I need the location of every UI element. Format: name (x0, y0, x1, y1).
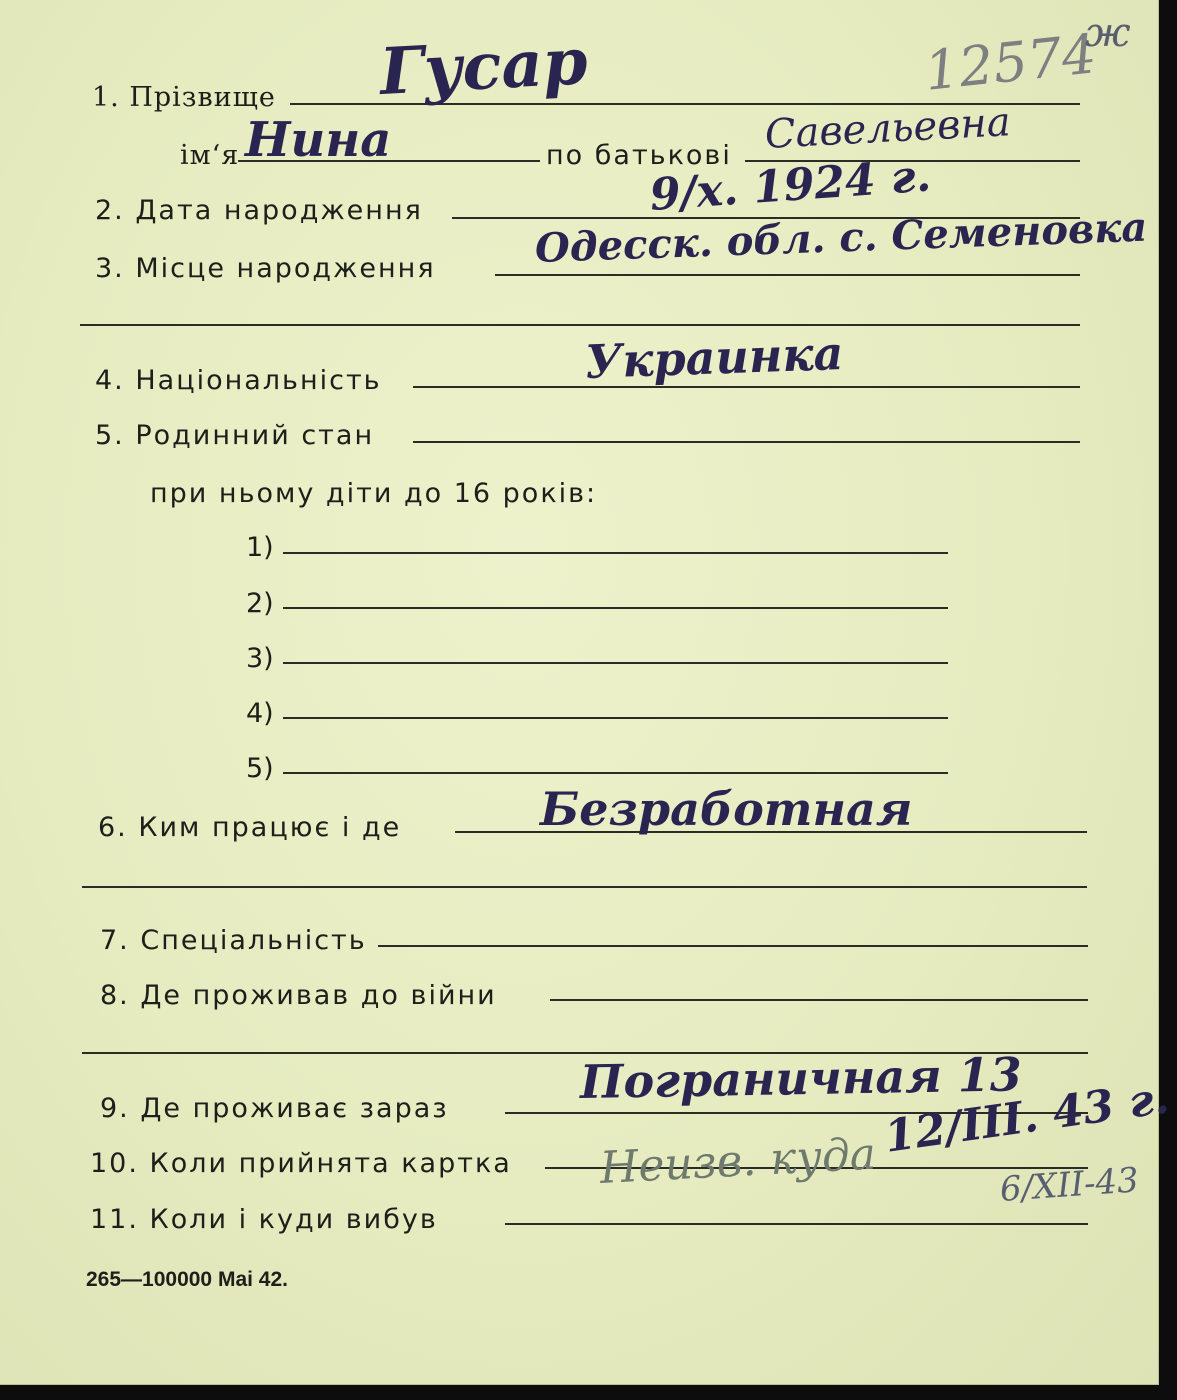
entry-birth-date: 9/x. 1924 г. (648, 150, 933, 221)
line-child-3 (283, 662, 948, 664)
label-prewar: 8. Де проживав до війни (100, 980, 497, 1011)
line-child-2 (283, 607, 948, 609)
line-occupation-2 (82, 886, 1087, 888)
entry-departed-date: 6/XII-43 (998, 1160, 1140, 1210)
record-number: 12574 (921, 22, 1100, 103)
label-child-5: 5) (246, 753, 274, 784)
label-marital: 5. Родинний стан (95, 420, 375, 451)
label-surname: 1. Прізвище (92, 82, 276, 113)
entry-occupation: Безработная (540, 782, 913, 836)
label-child-4: 4) (246, 698, 274, 729)
label-children: при ньому діти до 16 років: (150, 478, 598, 509)
label-child-3: 3) (246, 643, 274, 674)
entry-surname: Гусар (378, 24, 590, 110)
line-departed (505, 1223, 1088, 1225)
entry-current-address: Пограничная 13 (579, 1047, 1023, 1109)
line-prewar (550, 999, 1088, 1001)
entry-accepted-date: 12/III. 43 г. (881, 1072, 1173, 1163)
label-occupation: 6. Ким працює і де (98, 812, 402, 843)
entry-nationality: Украинка (584, 325, 845, 389)
print-mark: 265—100000 Mai 42. (86, 1268, 288, 1291)
label-birth-date: 2. Дата народження (95, 195, 423, 226)
label-name: ім‘я (180, 140, 240, 171)
label-current: 9. Де проживає зараз (100, 1093, 449, 1124)
line-child-4 (283, 717, 948, 719)
label-birth-place: 3. Місце народження (95, 253, 436, 284)
entry-patronymic: Савельевна (763, 99, 1012, 158)
label-child-1: 1) (246, 532, 274, 563)
line-nationality (413, 386, 1080, 388)
line-child-5 (283, 772, 948, 774)
record-number-suffix: ж (1085, 10, 1131, 56)
label-accepted: 10. Коли прийнята картка (90, 1148, 512, 1179)
label-nationality: 4. Національність (95, 365, 382, 396)
label-departed: 11. Коли і куди вибув (90, 1204, 438, 1235)
entry-birth-place: Одесск. обл. с. Семеновка (534, 203, 1148, 272)
line-birth-place-2 (80, 324, 1080, 326)
entry-name: Нина (245, 112, 392, 168)
line-marital (413, 441, 1080, 443)
line-child-1 (283, 552, 948, 554)
entry-departed-note: Неизв. куда (598, 1128, 878, 1194)
line-birth-place (495, 274, 1080, 276)
label-child-2: 2) (246, 588, 274, 619)
line-specialty (378, 945, 1088, 947)
label-patronymic: по батькові (546, 140, 732, 171)
label-specialty: 7. Спеціальність (100, 925, 367, 956)
